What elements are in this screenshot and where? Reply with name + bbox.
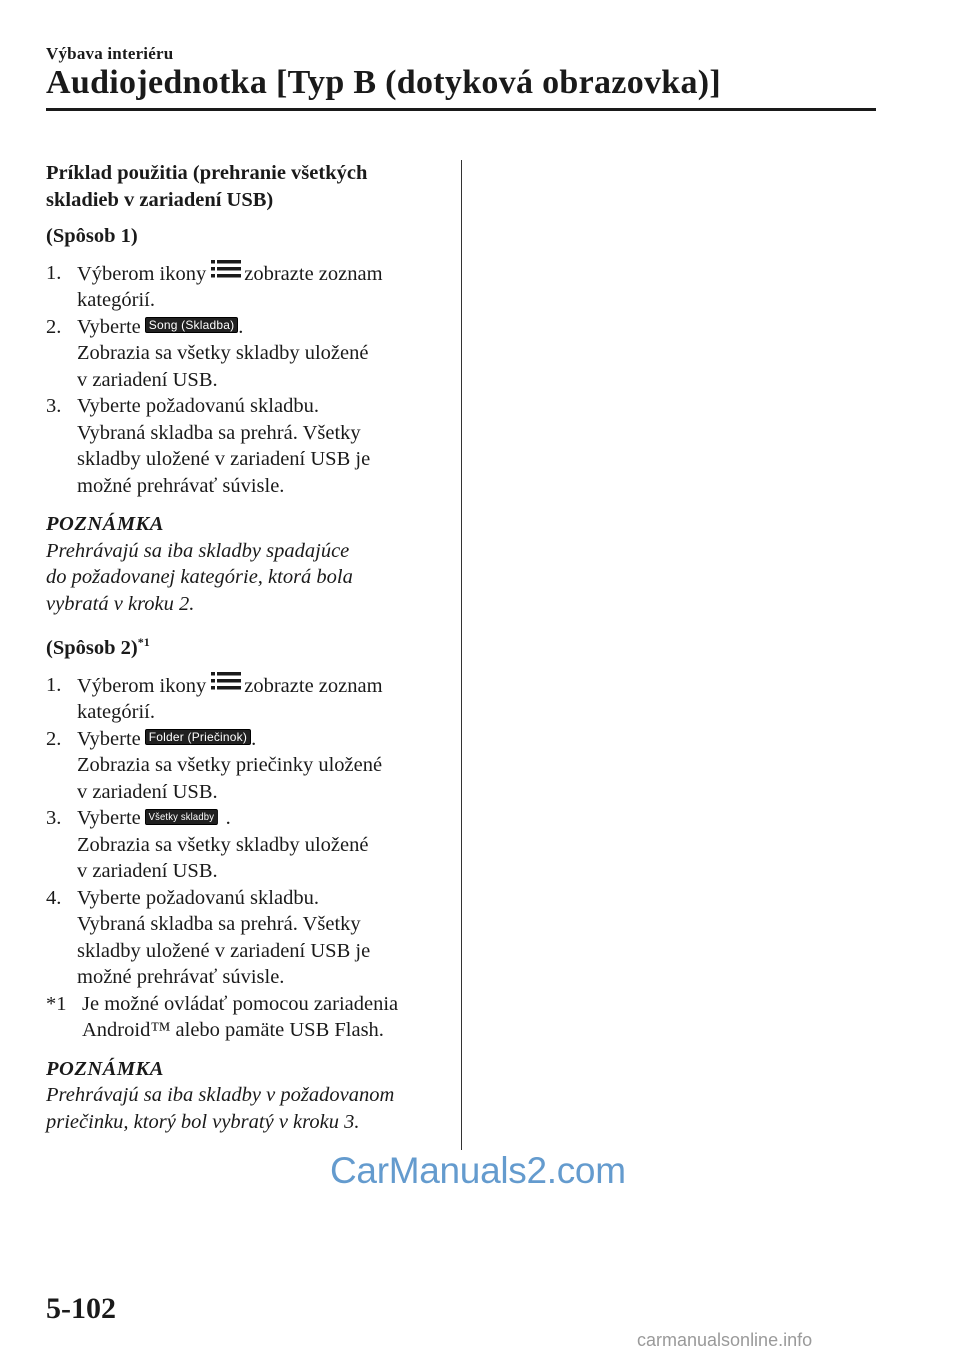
step-text: Vyberte: [77, 727, 141, 750]
song-button: Song (Skladba): [145, 317, 239, 333]
method2-step-3: [46, 805, 446, 885]
list-icon: [211, 260, 241, 278]
footnote-line: Je možné ovládať pomocou zariadenia: [82, 992, 399, 1015]
step-detail: Vybraná skladba sa prehrá. Všetky: [77, 913, 361, 935]
step-text: .: [225, 807, 231, 829]
method1-title: (Spôsob 1): [46, 225, 138, 247]
step-text: Vyberte: [77, 807, 141, 829]
step-number: 4.: [46, 886, 62, 909]
step-detail: Zobrazia sa všetky skladby uložené: [77, 342, 369, 364]
step-text: .: [238, 315, 244, 338]
column-divider: [461, 160, 462, 1150]
method2-step-2: [46, 726, 446, 806]
step-text: Výberom ikony: [77, 674, 207, 697]
method1-step-2: [46, 314, 446, 394]
step-text: zobrazte zoznam: [244, 262, 383, 285]
method1-step-1: [46, 260, 446, 314]
note2-body: [46, 1082, 446, 1135]
method2-step-4: [46, 885, 446, 991]
step-number: 2.: [46, 315, 62, 338]
step-detail: Zobrazia sa všetky priečinky uložené: [77, 754, 383, 776]
footnote-mark: *1: [46, 992, 67, 1015]
step-number: 1.: [46, 261, 62, 284]
step-detail: možné prehrávať súvisle.: [77, 966, 285, 988]
step-text: .: [251, 727, 257, 750]
folder-button: Folder (Priečinok): [145, 729, 251, 745]
method2-step-1: [46, 672, 446, 726]
step-text: kategórií.: [77, 289, 155, 311]
step-text: Vyberte požadovanú skladbu.: [77, 886, 319, 909]
step-detail: v zariadení USB.: [77, 860, 218, 882]
method2-title-text: (Spôsob 2): [46, 637, 138, 659]
step-detail: skladby uložené v zariadení USB je: [77, 448, 371, 470]
note-line: Prehrávajú sa iba skladby spadajúce: [46, 539, 350, 562]
note2-title: POZNÁMKA: [46, 1057, 164, 1080]
note1-body: [46, 538, 446, 618]
step-detail: Zobrazia sa všetky skladby uložené: [77, 833, 369, 856]
footer-watermark: carmanualsonline.info: [637, 1330, 813, 1350]
page-number: 5-102: [46, 1292, 116, 1325]
step-detail: skladby uložené v zariadení USB je: [77, 939, 371, 962]
note-line: vybratá v kroku 2.: [46, 592, 195, 615]
step-number: 3.: [46, 395, 62, 417]
page-title: Audiojednotka [Typ B (dotyková obrazovka)]: [46, 64, 722, 101]
section-label: Výbava interiéru: [46, 44, 174, 63]
note-line: Prehrávajú sa iba skladby v požadovanom: [46, 1084, 395, 1106]
step-text: Vyberte: [77, 315, 141, 338]
step-detail: Vybraná skladba sa prehrá. Všetky: [77, 421, 361, 444]
method1-step-3: [46, 393, 446, 499]
note-line: do požadovanej kategórie, ktorá bola: [46, 566, 353, 588]
method2-title: [46, 629, 446, 662]
title-rule: [46, 108, 876, 111]
footnote-line: Android™ alebo pamäte USB Flash.: [82, 1019, 384, 1041]
note-line: priečinku, ktorý bol vybratý v kroku 3.: [46, 1110, 360, 1133]
step-text: kategórií.: [77, 701, 155, 723]
step-detail: v zariadení USB.: [77, 368, 218, 391]
step-number: 2.: [46, 727, 62, 750]
step-detail: v zariadení USB.: [77, 780, 218, 803]
step-detail: možné prehrávať súvisle.: [77, 474, 285, 497]
example-heading-line1: Príklad použitia (prehranie všetkých: [46, 162, 368, 184]
example-heading-line2: skladieb v zariadení USB): [46, 188, 274, 211]
watermark-logo: CarManuals2.com: [330, 1150, 626, 1191]
step-text: zobrazte zoznam: [244, 674, 383, 697]
footnote: [46, 991, 446, 1044]
step-text: Výberom ikony: [77, 262, 207, 285]
method2-footnote-ref: *1: [137, 635, 150, 649]
step-number: 3.: [46, 807, 62, 829]
note1-title: POZNÁMKA: [46, 513, 164, 535]
list-icon: [211, 672, 241, 690]
step-number: 1.: [46, 673, 62, 696]
example-heading: [46, 160, 446, 213]
step-text: Vyberte požadovanú skladbu.: [77, 395, 319, 417]
left-column: [46, 160, 446, 1135]
all-songs-button: Všetky skladby: [145, 809, 218, 825]
